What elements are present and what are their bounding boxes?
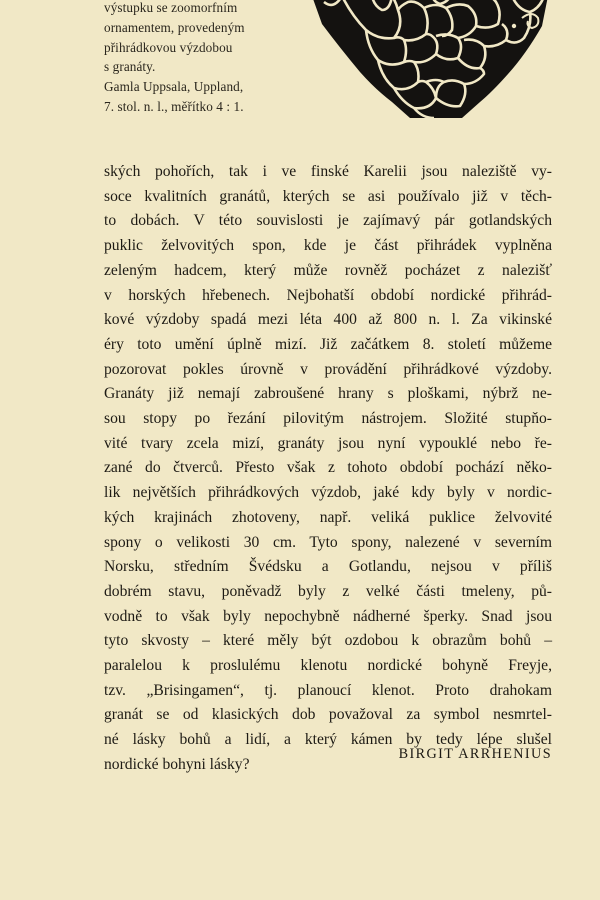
text-line: tzv. „Brisingamen“, tj. planoucí klenot. Proto drahokam [104, 681, 552, 699]
text-line: paralelou k proslulému klenotu nordické bohyně Freyje, [104, 657, 552, 675]
text-line: zané do čtverců. Přesto však z tohoto období pochází něko- [104, 459, 552, 477]
text-line: né lásky bohů a lidí, a který kámen by tedy lépe slušel [104, 731, 552, 749]
text-line: spony o velikosti 30 cm. Tyto spony, nalezené v severním [104, 533, 552, 551]
text-line: puklic želvovitých spon, kde je část přihrádek vyplněna [104, 237, 552, 255]
text-line: vité tvary zcela mizí, granáty jsou nyní vypouklé nebo ře- [104, 434, 552, 452]
caption-line: 7. stol. n. l., měřítko 4 : 1. [104, 98, 244, 114]
caption-line: ornamentem, provedeným [104, 19, 245, 35]
caption-line: přihrádkovou výzdobou [104, 39, 233, 55]
text-line: nordické bohyni lásky? [104, 755, 250, 773]
text-line: v horských hřebenech. Nejbohatší období nordické přihrád- [104, 286, 552, 304]
text-line: to dobách. V této souvislosti je zajímavý pár gotlandských [104, 212, 552, 230]
text-line: kové výzdoby spadá mezi léta 400 až 800 n. l. Za vikinské [104, 311, 552, 329]
author-signature: BIRGIT ARRHENIUS [398, 746, 552, 762]
text-line: granát se od klasických dob považoval za symbol nesmrtel- [104, 706, 552, 724]
text-line: zeleným hadcem, který může rovněž pocházet z nalezišť [104, 261, 552, 279]
text-line: kých krajinách zhotoveny, např. veliká puklice želvovité [104, 508, 552, 526]
text-line: sou stopy po řezání pilovitým nástrojem. Složité stupňo- [104, 410, 552, 428]
text-line: Norsku, středním Švédsku a Gotlandu, nejsou v příliš [104, 558, 552, 576]
caption-line: výstupku se zoomorfním [104, 0, 238, 15]
text-line: vodně to však byly nepochybně nádherné šperky. Snad jsou [104, 607, 552, 625]
cloisonne-garnet-artifact-illustration [312, 0, 548, 120]
text-line: éry toto umění úplně mizí. Již začátkem 8. století můžeme [104, 335, 552, 353]
figure-caption [104, 0, 304, 117]
text-line: Granáty již nemají zabroušené hrany s ploškami, nýbrž ne- [104, 385, 552, 403]
text-line: pozorovat pokles úrovně v provádění přihrádkové výzdoby. [104, 360, 552, 378]
text-line: ských pohořích, tak i ve finské Karelii jsou naleziště vy- [104, 163, 552, 180]
text-line: tyto skvosty – které měly být ozdobou k obrazům bohů – [104, 632, 552, 650]
caption-line: s granáty. [104, 59, 156, 75]
text-line: lik největších přihrádkových výzdob, jaké kdy byly v nordic- [104, 484, 552, 502]
caption-line: Gamla Uppsala, Uppland, [104, 79, 244, 95]
main-text [104, 160, 552, 778]
text-line: soce kvalitních granátů, kterých se asi používalo již v těch- [104, 187, 552, 205]
text-line: dobrém stavu, poněvadž byly z velké části tmeleny, pů- [104, 582, 552, 600]
